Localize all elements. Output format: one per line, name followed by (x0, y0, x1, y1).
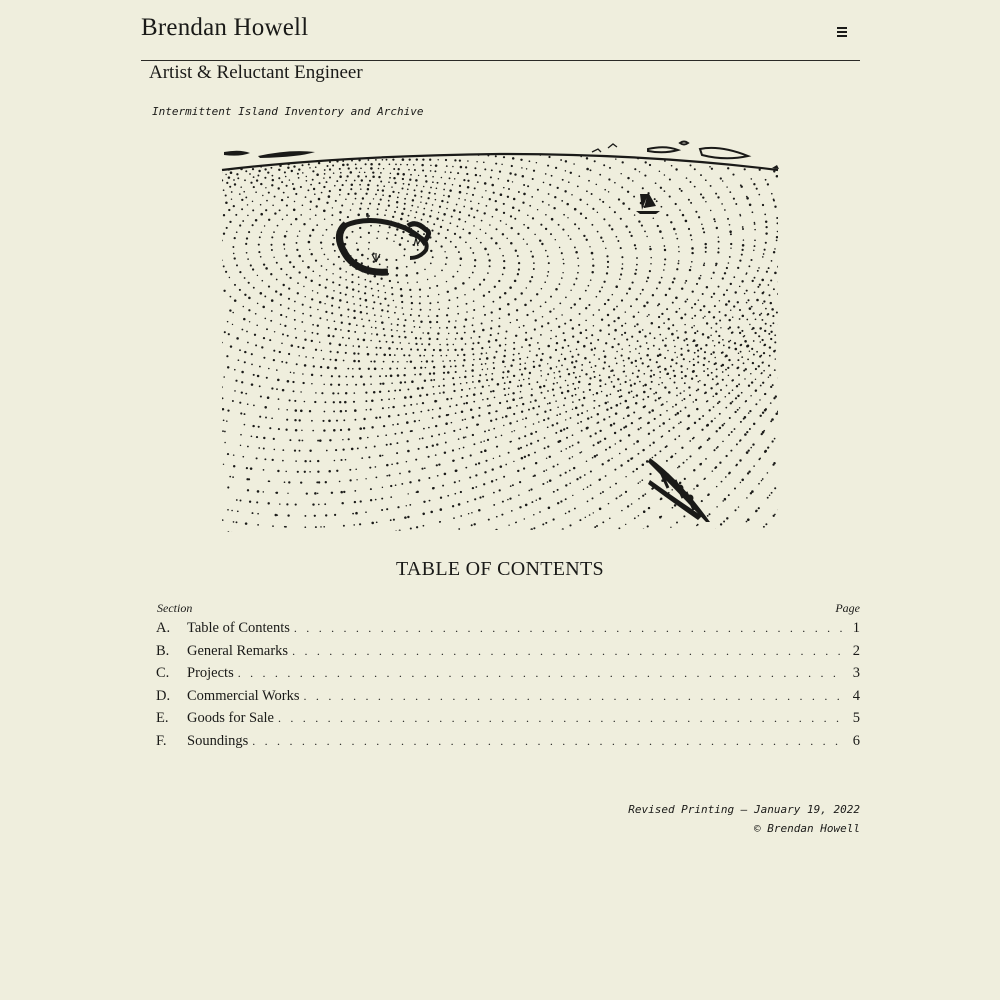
sea-illustration (220, 140, 782, 534)
copyright-notice: © Brendan Howell (754, 822, 860, 835)
dot-leader (304, 689, 846, 704)
toc-item-label[interactable]: Projects (187, 665, 234, 681)
toc-item-label[interactable]: Goods for Sale (187, 710, 274, 726)
hamburger-menu-icon[interactable] (832, 20, 854, 42)
table-of-contents (156, 600, 860, 755)
toc-section-label: Section (157, 601, 193, 615)
canoe-icon (648, 458, 710, 522)
toc-item-page: 4 (852, 687, 860, 704)
birds-icon (592, 144, 617, 152)
dot-leader (278, 711, 846, 726)
subtitle: Intermittent Island Inventory and Archive (152, 105, 424, 118)
toc-heading: TABLE OF CONTENTS (396, 558, 604, 580)
footer (628, 800, 860, 838)
dot-leader (294, 621, 846, 636)
toc-item-letter: C. (156, 665, 170, 681)
island-shape (339, 214, 428, 272)
toc-item-letter: D. (156, 687, 171, 704)
site-header (141, 14, 860, 61)
toc-item-page: 5 (852, 710, 860, 726)
toc-item-label[interactable]: Soundings (187, 732, 249, 749)
toc-item-page: 3 (852, 665, 860, 681)
distant-island-left (224, 151, 315, 158)
toc-item-letter: E. (156, 710, 169, 726)
horizon-line (222, 154, 778, 170)
toc-item-letter: F. (156, 732, 167, 749)
toc-item-commercial-works[interactable] (156, 688, 860, 711)
toc-item-label[interactable]: Table of Contents (187, 620, 290, 636)
site-title[interactable]: Brendan Howell (141, 14, 309, 41)
toc-item-label[interactable]: Commercial Works (187, 687, 300, 704)
sailboat-icon (636, 192, 660, 214)
toc-page-label: Page (835, 601, 860, 615)
tagline: Artist & Reluctant Engineer (149, 62, 363, 83)
toc-item-general-remarks[interactable] (156, 643, 860, 666)
toc-item-page: 1 (852, 620, 860, 636)
toc-item-letter: A. (156, 620, 171, 636)
dot-leader (238, 666, 846, 681)
toc-item-page: 6 (852, 732, 860, 749)
dot-leader (252, 734, 846, 749)
toc-item-goods-for-sale[interactable] (156, 710, 860, 733)
stipple-pattern (220, 153, 782, 534)
toc-item-table-of-contents[interactable] (156, 620, 860, 643)
toc-item-page: 2 (852, 642, 860, 659)
revised-printing-note: Revised Printing – January 19, 2022 (628, 803, 860, 816)
toc-header-row (156, 600, 860, 620)
toc-item-projects[interactable] (156, 665, 860, 688)
dot-leader (292, 644, 846, 659)
toc-item-label[interactable]: General Remarks (187, 642, 289, 659)
distant-island-right (648, 142, 748, 159)
toc-item-soundings[interactable] (156, 733, 860, 756)
toc-item-letter: B. (156, 642, 170, 659)
